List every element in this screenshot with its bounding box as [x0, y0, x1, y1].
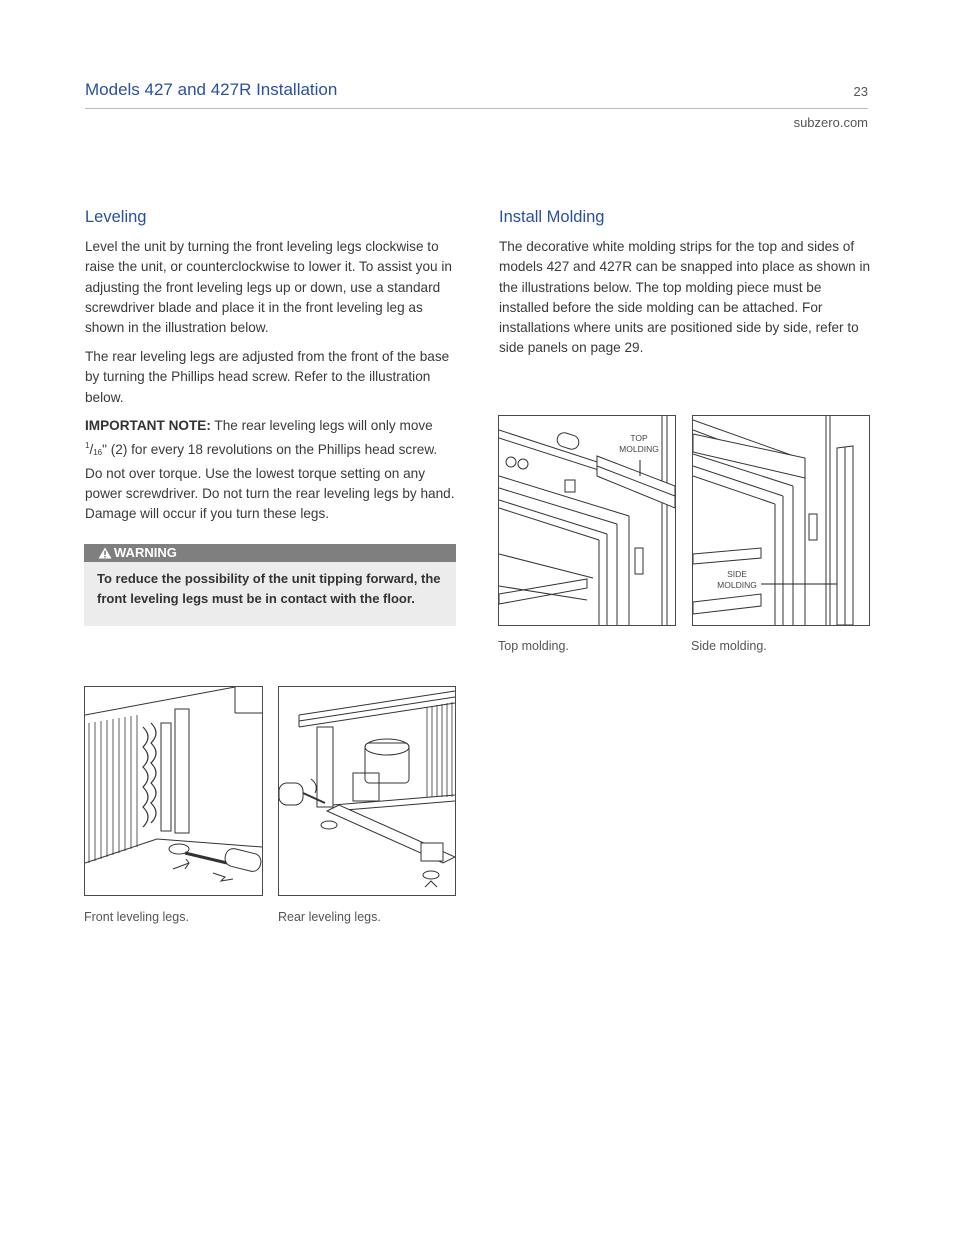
warning-header: [84, 544, 456, 562]
top-molding-callout-line2: MOLDING: [619, 444, 659, 454]
warning-triangle-icon: [98, 547, 112, 559]
header-divider: [85, 108, 868, 109]
front-leveling-legs-illustration: [84, 686, 263, 896]
fraction-numerator: 1: [85, 441, 90, 451]
important-note-label: IMPORTANT NOTE:: [85, 418, 211, 433]
top-molding-illustration: [498, 415, 676, 626]
page-header-title: Models 427 and 427R Installation: [85, 80, 338, 99]
important-note-paragraph: IMPORTANT NOTE: The rear leveling legs will only move $^1/_{16}$" (2) for every 18 revolutions on the Phillips head screw. Do not over torque. Use the lowest torque setting on any power screwdriver. Do not turn the rear leveling legs by hand. Damage will occur if you turn these legs.: [85, 418, 455, 522]
warning-text: To reduce the possibility of the unit tipping forward, the front leveling legs must be in contact with the floor.: [97, 571, 441, 606]
side-molding-callout-line1: SIDE: [727, 569, 747, 579]
leveling-heading: Leveling: [85, 208, 147, 226]
side-molding-illustration: [692, 415, 870, 626]
front-leveling-legs-drawing: [85, 687, 262, 895]
important-note-text: " (2) for every 18 revolutions on the Phillips head screw. Do not over torque. Use the lowest torque setting on any power screwdriver. Do not turn the rear leveling legs by hand. Damage will occur if you turn these legs.: [85, 442, 455, 522]
leveling-paragraph-2: The rear leveling legs are adjusted from the front of the base by turning the Phillips head screw. Refer to the illustration below.: [85, 349, 450, 405]
top-molding-drawing: [499, 416, 675, 625]
install-molding-heading: Install Molding: [499, 208, 605, 226]
fraction-denominator: 16: [93, 448, 103, 458]
rear-leveling-legs-drawing: [279, 687, 455, 895]
page-number: 23: [853, 84, 868, 99]
important-note-intro: The rear leveling legs will only move: [214, 418, 433, 433]
warning-label: WARNING: [114, 545, 177, 560]
rear-leveling-legs-illustration: [278, 686, 456, 896]
install-molding-paragraph: The decorative white molding strips for the top and sides of models 427 and 427R can be snapped into place as shown in the illustrations below. The top molding piece must be installed before the side molding can be attached. For installations where units are positioned side by side, refer to side panels on page 29.: [499, 239, 871, 356]
leveling-paragraph-1: Level the unit by turning the front leveling legs clockwise to raise the unit, or counterclockwise to lower it. To assist you in adjusting the front leveling legs up or down, use a standard screwdriver blade and place it in the front leveling leg as shown in the illustration below.: [85, 239, 452, 336]
side-molding-caption: Side molding.: [691, 639, 767, 653]
top-molding-caption: Top molding.: [498, 639, 569, 653]
top-molding-callout-line1: TOP: [630, 433, 648, 443]
warning-box: [84, 544, 456, 626]
rear-leveling-legs-caption: Rear leveling legs.: [278, 910, 381, 924]
front-leveling-legs-caption: Front leveling legs.: [84, 910, 189, 924]
site-url: subzero.com: [793, 115, 868, 130]
side-molding-callout-line2: MOLDING: [717, 580, 757, 590]
side-molding-drawing: [693, 416, 869, 625]
